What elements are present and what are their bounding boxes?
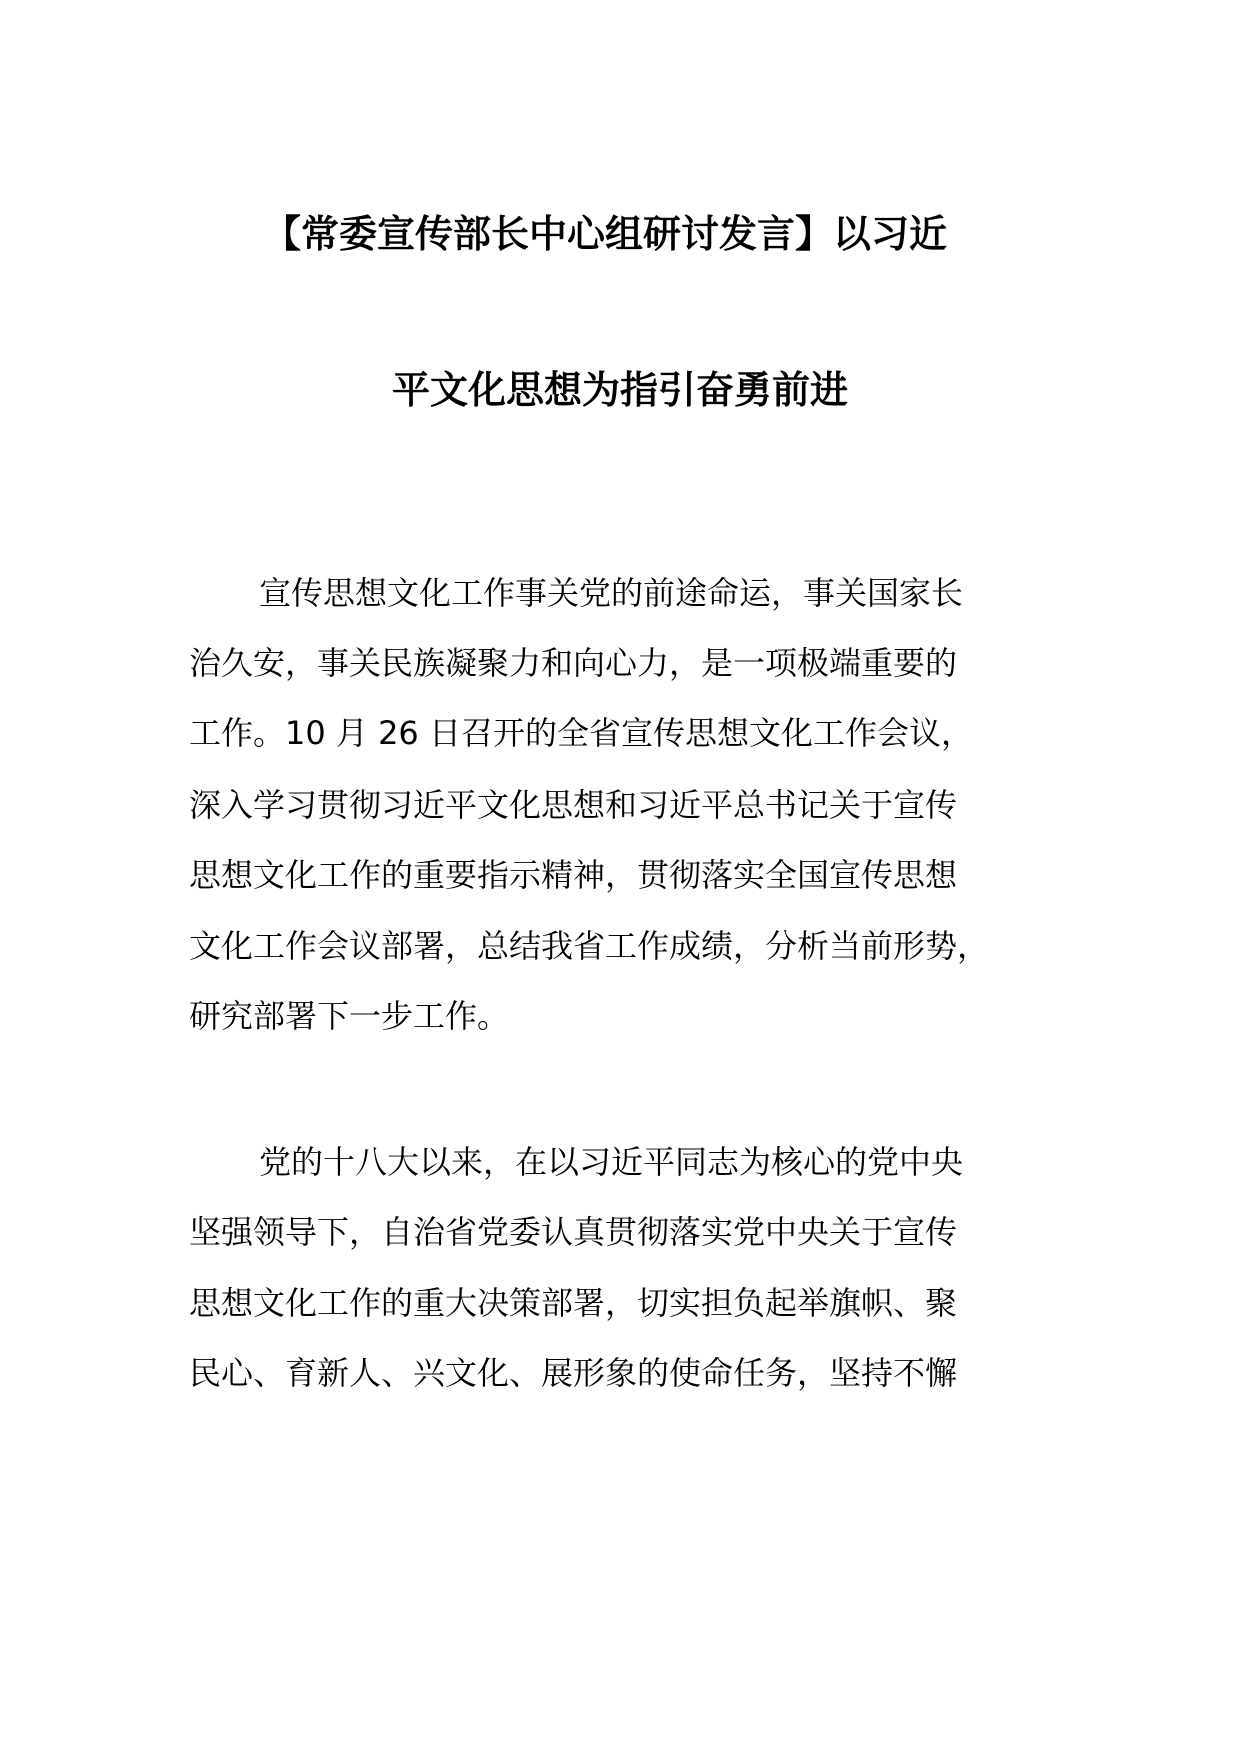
paragraph-line: 思想文化工作的重大决策部署，切实担负起举旗帜、聚 bbox=[189, 1284, 958, 1322]
paragraph-line: 坚强领导下，自治省党委认真贯彻落实党中央关于宣传 bbox=[189, 1213, 958, 1251]
paragraph-line: 工作。10 月 26 日召开的全省宣传思想文化工作会议， bbox=[189, 714, 973, 752]
paragraph-line: 思想文化工作的重要指示精神，贯彻落实全国宣传思想 bbox=[189, 856, 958, 894]
paragraph-line: 文化工作会议部署，总结我省工作成绩，分析当前形势， bbox=[189, 927, 990, 965]
paragraph-line: 宣传思想文化工作事关党的前途命运，事关国家长 bbox=[259, 574, 964, 612]
document-title-line-2: 平文化思想为指引奋勇前进 bbox=[391, 368, 848, 412]
paragraph-line: 党的十八大以来，在以习近平同志为核心的党中央 bbox=[259, 1143, 964, 1181]
paragraph-line: 深入学习贯彻习近平文化思想和习近平总书记关于宣传 bbox=[189, 786, 958, 824]
paragraph-line: 民心、育新人、兴文化、展形象的使命任务，坚持不懈 bbox=[189, 1354, 958, 1392]
paragraph-line: 研究部署下一步工作。 bbox=[189, 997, 510, 1035]
document-title-line-1: 【常委宣传部长中心组研讨发言】以习近 bbox=[262, 212, 947, 256]
paragraph-line: 治久安，事关民族凝聚力和向心力，是一项极端重要的 bbox=[189, 644, 958, 682]
